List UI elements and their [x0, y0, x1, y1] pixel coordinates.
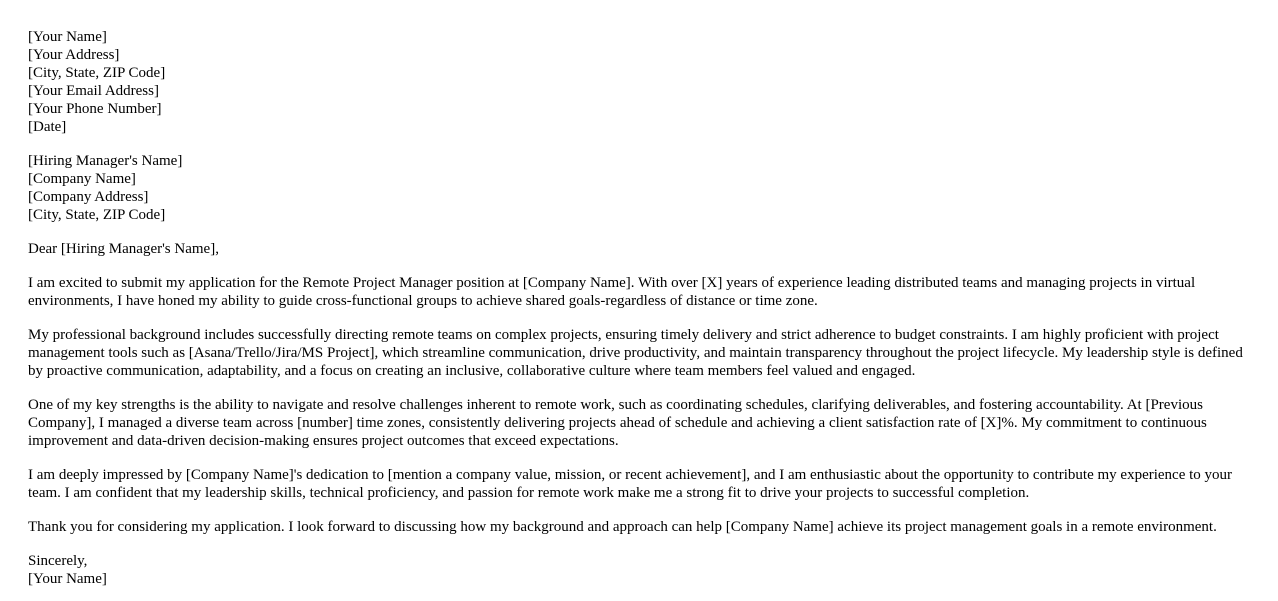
sender-email: [Your Email Address]	[28, 83, 159, 99]
signature-name: [Your Name]	[28, 571, 107, 587]
closing: Sincerely,	[28, 553, 88, 569]
body-paragraph: I am excited to submit my application for the Remote Project Manager position at [Company Name]. With over [X] years of experience leading distributed teams and managing projects in virtual environments, I have honed my ability to guide cross-functional groups to achieve shared goals-regardless of distance or time zone.	[28, 275, 1196, 309]
body-paragraph: One of my key strengths is the ability to navigate and resolve challenges inherent to remote work, such as coordinating schedules, clarifying deliverables, and fostering accountability. At [Previous Company], I managed a diverse team across [number] time zones, consistently delivering projects ahead of schedule and achieving a client satisfaction rate of [X]%. My commitment to continuous improvement and data-driven decision-making ensures project outcomes that exceed expectations.	[28, 397, 1207, 449]
salutation: Dear [Hiring Manager's Name],	[28, 241, 219, 257]
recipient-address: [Company Address]	[28, 189, 149, 205]
sender-city-state-zip: [City, State, ZIP Code]	[28, 65, 166, 81]
body-paragraph: I am deeply impressed by [Company Name]'s dedication to [mention a company value, mission, or recent achievement], and I am enthusiastic about the opportunity to contribute my experience to your team. I am confident that my leadership skills, technical proficiency, and passion for remote work make me a strong fit to drive your projects to successful completion.	[28, 467, 1233, 501]
body-paragraph: Thank you for considering my application. I look forward to discussing how my background and approach can help [Company Name] achieve its project management goals in a remote environment.	[28, 519, 1217, 535]
body-paragraph: My professional background includes successfully directing remote teams on complex projects, ensuring timely delivery and strict adherence to budget constraints. I am highly proficient with project management tools such as [Asana/Trello/Jira/MS Project], which streamline communication, drive productivity, and maintain transparency throughout the project lifecycle. My leadership style is defined by proactive communication, adaptability, and a focus on creating an inclusive, collaborative culture where team members feel valued and engaged.	[28, 327, 1243, 379]
signature-block	[28, 552, 1250, 588]
letter-date: [Date]	[28, 119, 67, 135]
sender-block	[28, 28, 1250, 136]
recipient-city-state-zip: [City, State, ZIP Code]	[28, 207, 166, 223]
sender-phone: [Your Phone Number]	[28, 101, 162, 117]
sender-address: [Your Address]	[28, 47, 120, 63]
recipient-name: [Hiring Manager's Name]	[28, 153, 183, 169]
recipient-block	[28, 152, 1250, 224]
recipient-company: [Company Name]	[28, 171, 136, 187]
sender-name: [Your Name]	[28, 29, 107, 45]
